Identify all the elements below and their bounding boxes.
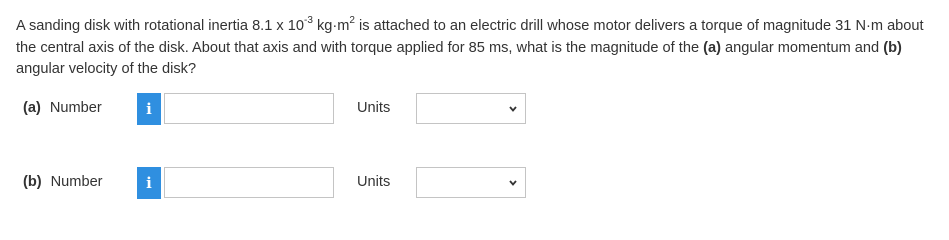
units-label: Units [357, 100, 391, 116]
units-dropdown-a[interactable] [416, 93, 526, 124]
number-input-b[interactable] [164, 167, 334, 198]
exponent: 2 [349, 15, 355, 27]
units-dropdown-b[interactable] [416, 167, 526, 198]
part-a-reference: (a) [703, 39, 721, 56]
question-text-part: A sanding disk with rotational inertia 8.1 x 10 [16, 18, 304, 34]
answer-row-a [0, 92, 949, 126]
number-label: Number [49, 100, 102, 116]
question-text-part: angular velocity of the disk? [16, 61, 197, 77]
number-label: Number [50, 174, 103, 190]
part-letter: (b) [23, 174, 42, 190]
question-text-part: is attached to an electric drill whose motor delivers a torque of magnitude 31 N·m about the central axis of the disk. About that axis and with torque applied for 85 ms, what is the magnitude of the [16, 18, 924, 56]
info-icon[interactable]: i [137, 93, 161, 125]
part-a-label [23, 100, 102, 116]
question-text-part: angular momentum and [720, 39, 884, 56]
part-b-reference: (b) [883, 39, 902, 56]
chevron-down-icon [509, 179, 517, 187]
chevron-down-icon [509, 105, 517, 113]
exponent: -3 [304, 15, 313, 27]
info-icon[interactable]: i [137, 167, 161, 199]
number-input-a[interactable] [164, 93, 334, 124]
question-text-part: kg·m [312, 18, 350, 34]
part-b-label [23, 174, 103, 190]
units-label: Units [357, 174, 391, 190]
part-letter: (a) [23, 100, 41, 116]
answer-row-b [0, 166, 949, 200]
question-text [16, 16, 931, 81]
